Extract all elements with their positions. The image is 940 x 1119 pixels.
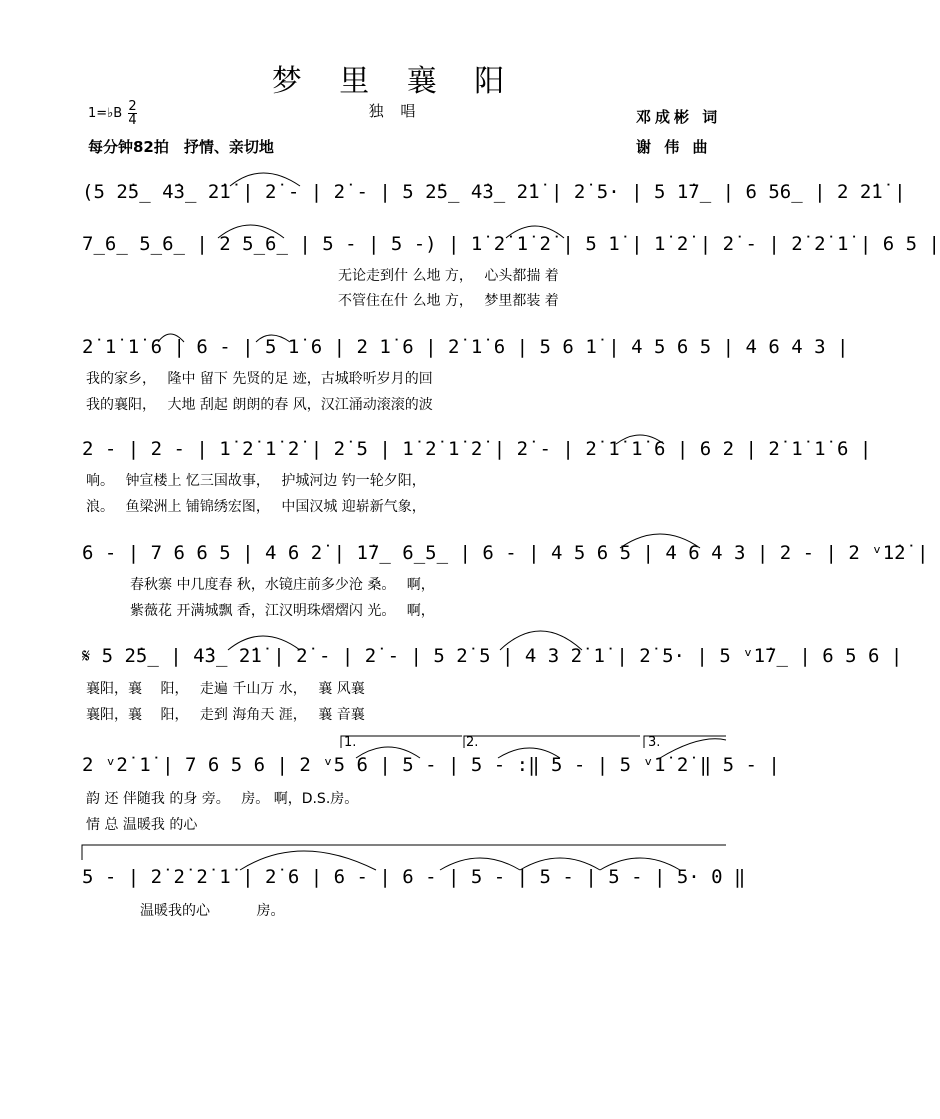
volta-line <box>82 845 726 860</box>
system-2-lyric-2: 不管住在什 么地 方， 梦里都装 着 <box>338 293 559 309</box>
performance-type: 独 唱 <box>368 102 422 120</box>
tie-slur <box>356 747 420 758</box>
system-5-lyric-1: 春秋寨 中几度春 秋，水镜庄前多少沧 桑。 啊， <box>130 577 435 593</box>
system-6-notes: 𝄋 5 2̇5̲ | 4̇3̲ 2̇1̇ | 2̇ - | 2̇ - | 5 2̇ 5 | 4 3 2̇ 1̇ | 2̇ 5· | 5 ᵛ1̇7̲ | 6 5 6 | <box>82 645 903 667</box>
tie-slur <box>600 858 680 870</box>
tie-slur <box>256 335 290 342</box>
system-3-lyric-1: 我的家乡， 隆中 留下 先贤的足 迹，古城聆听岁月的回 <box>86 371 433 387</box>
tie-slur <box>660 739 726 758</box>
composer-credit: 谢 伟 曲 <box>636 138 712 156</box>
tie-slur <box>240 851 376 870</box>
system-4-lyric-1: 响。 钟宣楼上 忆三国故事， 护城河边 钓一轮夕阳， <box>86 473 426 489</box>
system-7-lyric-2: 情 总 温暖我 的心 <box>86 817 198 833</box>
song-title: 梦 里 襄 阳 <box>271 64 519 99</box>
system-3-lyric-2: 我的襄阳， 大地 刮起 朗朗的春 风，汉江涌动滚滚的波 <box>86 397 433 413</box>
tie-slur <box>500 631 582 650</box>
system-3-notes: 2̇ 1̇ 1̇ 6 | 6 - | 5 1̇ 6 | 2 1̇ 6 | 2̇ 1̇ 6 | 5 6 1̇ | 4 5 6 5 | 4 6 4 3 | <box>82 336 849 358</box>
system-2-lyric-1: 无论走到什 么地 方， 心头都揣 着 <box>338 268 559 284</box>
ending-2-label: 2. <box>466 735 479 750</box>
tie-slur <box>520 858 600 870</box>
tie-slur <box>498 748 560 758</box>
lyricist-credit: 邓成彬 词 <box>636 108 722 126</box>
system-7-notes: 2 ᵛ2̇ 1̇ | 7 6 5 6 | 2 ᵛ5 6 | 5 - | 5 - :‖ 5 - | 5 ᵛ1̇ 2̇ ‖ 5 - | <box>82 754 780 776</box>
ending-bracket <box>464 736 640 748</box>
system-6-lyric-2: 襄阳，襄 阳， 走到 海角天 涯， 襄 音襄 <box>86 707 365 723</box>
system-4-lyric-2: 浪。 鱼梁洲上 铺锦绣宏图， 中国汉城 迎崭新气象， <box>86 499 426 515</box>
tie-slur <box>440 858 520 870</box>
key-label: 1=♭B <box>88 106 123 121</box>
tie-slur <box>158 334 184 342</box>
system-5-notes: 6 - | 7 6 6 5 | 4 6 2̇ | 1̇7̲ 6̲5̲ | 6 - | 4 5 6 5 | 4 6 4 3 | 2 - | 2 ᵛ1̇2̇ | <box>82 542 929 564</box>
system-4-notes: 2 - | 2 - | 1̇ 2̇ 1̇ 2̇ | 2̇ 5 | 1̇ 2̇ 1̇ 2̇ | 2̇ - | 2̇ 1̇ 1̇ 6 | 6 2 | 2̇ 1̇ 1̇ 6 | <box>82 438 872 460</box>
system-7-lyric-1: 韵 还 伴随我 的身 旁。 房。 啊，D.S.房。 <box>86 791 359 807</box>
system-2-notes: 7̲6̲ 5̲6̲ | 2 5̲6̲ | 5 - | 5 -) | 1̇ 2̇ 1̇ 2̇ | 5 1̇ | 1̇ 2̇ | 2̇ - | 2̇ 2̇ 1̇ | 6 5 | <box>82 233 940 255</box>
system-8-lyric-1: 温暖我的心 房。 <box>140 903 285 919</box>
ending-3-label: 3. <box>648 735 661 750</box>
beat-top: 2 <box>128 99 137 114</box>
tie-slur <box>616 435 664 444</box>
system-6-lyric-1: 襄阳，襄 阳， 走遍 千山万 水， 襄 风襄 <box>86 681 365 697</box>
ending-bracket <box>644 736 726 748</box>
beat-bottom: 4 <box>128 113 137 128</box>
tie-slur <box>230 173 300 186</box>
ending-bracket <box>341 736 462 748</box>
system-1-notes: (5 2̇5̲ 4̇3̲ 2̇1̇ | 2̇ - | 2̇ - | 5 2̇5̲ 4̇3̲ 2̇1̇ | 2̇ 5· | 5 1̇7̲ | 6 56̲ | 2 2̇1̇ | <box>82 181 906 203</box>
system-8-notes: 5 - | 2̇ 2̇ 2̇ 1̇ | 2̇ 6 | 6 - | 6 - | 5 - | 5 - | 5 - | 5· 0 ‖ <box>82 866 746 888</box>
tie-slur <box>506 226 564 238</box>
ending-1-label: 1. <box>344 735 357 750</box>
tie-slur <box>228 636 300 650</box>
tie-slur <box>218 225 284 238</box>
tie-slur <box>620 534 700 548</box>
system-5-lyric-2: 紫薇花 开满城飘 香，江汉明珠熠熠闪 光。 啊， <box>130 603 435 619</box>
tempo-marking: 每分钟82拍 抒情、亲切地 <box>88 138 274 156</box>
